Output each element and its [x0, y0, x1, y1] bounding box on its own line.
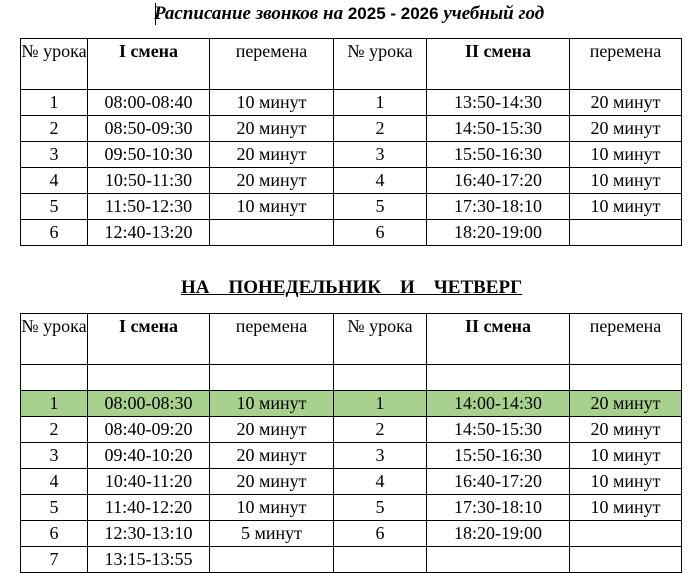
table-cell: 5: [21, 495, 88, 521]
table-cell: 08:00-08:40: [88, 90, 210, 116]
table-cell: 08:00-08:30: [88, 391, 210, 417]
table-cell: 6: [334, 521, 427, 547]
table-cell: 4: [21, 168, 88, 194]
table-cell: 18:20-19:00: [427, 220, 570, 246]
table-row: [21, 365, 682, 391]
schedule-table-monday-thursday: [20, 313, 682, 573]
table-row: [21, 521, 682, 547]
header-row: [21, 39, 682, 90]
table-cell: 12:40-13:20: [88, 220, 210, 246]
table-cell: 1: [334, 391, 427, 417]
page-title: [154, 1, 544, 27]
table-cell: 11:40-12:20: [88, 495, 210, 521]
table-cell: 4: [334, 469, 427, 495]
table-cell: 20 минут: [570, 90, 682, 116]
table-cell: 10 минут: [210, 90, 334, 116]
table-cell: 10:50-11:30: [88, 168, 210, 194]
column-header: перемена: [210, 314, 334, 365]
title-prefix: Расписание звонков на: [154, 3, 348, 24]
table-cell: 10 минут: [570, 194, 682, 220]
table-cell: [210, 365, 334, 391]
table-cell: 10 минут: [570, 142, 682, 168]
table-cell: 7: [21, 547, 88, 573]
table-cell: 20 минут: [570, 391, 682, 417]
table-cell: 5: [334, 194, 427, 220]
column-header: перемена: [570, 314, 682, 365]
table-cell: 5: [21, 194, 88, 220]
table-cell: 20 минут: [210, 469, 334, 495]
table-cell: 20 минут: [570, 116, 682, 142]
table-cell: 1: [21, 90, 88, 116]
table-cell: 20 минут: [210, 168, 334, 194]
table-cell: 6: [21, 521, 88, 547]
table-cell: 15:50-16:30: [427, 142, 570, 168]
table-cell: 14:50-15:30: [427, 116, 570, 142]
table-cell: 3: [21, 142, 88, 168]
table-cell: [334, 365, 427, 391]
table-cell: 3: [334, 142, 427, 168]
table-cell: 2: [21, 417, 88, 443]
table-row: [21, 194, 682, 220]
table-row: [21, 495, 682, 521]
table-cell: [570, 521, 682, 547]
column-header: I смена: [88, 314, 210, 365]
column-header: перемена: [570, 39, 682, 90]
table-row: [21, 547, 682, 573]
table-cell: [427, 365, 570, 391]
table-cell: [210, 220, 334, 246]
schedule-table-regular: [20, 38, 682, 246]
table-cell: 20 минут: [210, 443, 334, 469]
column-header: № урока: [21, 314, 88, 365]
table-cell: 5 минут: [210, 521, 334, 547]
table-cell: [334, 547, 427, 573]
table-row-highlighted: [21, 391, 682, 417]
table-cell: 10:40-11:20: [88, 469, 210, 495]
schedule-table-monday-thursday-body: [21, 314, 682, 573]
table-row: [21, 142, 682, 168]
table-cell: 13:50-14:30: [427, 90, 570, 116]
table-cell: 08:50-09:30: [88, 116, 210, 142]
table-cell: 4: [21, 469, 88, 495]
column-header: № урока: [334, 39, 427, 90]
table-cell: 10 минут: [570, 469, 682, 495]
column-header: II смена: [427, 314, 570, 365]
table-cell: [427, 547, 570, 573]
table-cell: 5: [334, 495, 427, 521]
table-cell: 12:30-13:10: [88, 521, 210, 547]
table-cell: 09:40-10:20: [88, 443, 210, 469]
table-row: [21, 168, 682, 194]
table-cell: 10 минут: [210, 194, 334, 220]
table-cell: 17:30-18:10: [427, 495, 570, 521]
table-cell: 2: [334, 116, 427, 142]
table-cell: 14:00-14:30: [427, 391, 570, 417]
table-cell: 14:50-15:30: [427, 417, 570, 443]
table-cell: 20 минут: [570, 417, 682, 443]
table-cell: 3: [21, 443, 88, 469]
table-cell: 16:40-17:20: [427, 469, 570, 495]
table-cell: 15:50-16:30: [427, 443, 570, 469]
table-cell: 18:20-19:00: [427, 521, 570, 547]
header-row: [21, 314, 682, 365]
table-cell: [88, 365, 210, 391]
table-cell: 10 минут: [570, 495, 682, 521]
table-cell: 10 минут: [570, 443, 682, 469]
section-subtitle: НА ПОНЕДЕЛЬНИК И ЧЕТВЕРГ: [181, 277, 523, 298]
table-cell: 11:50-12:30: [88, 194, 210, 220]
table-row: [21, 90, 682, 116]
table-cell: [21, 365, 88, 391]
column-header: II смена: [427, 39, 570, 90]
table-cell: [570, 547, 682, 573]
table-cell: 10 минут: [210, 495, 334, 521]
table-cell: 09:50-10:30: [88, 142, 210, 168]
table-cell: 20 минут: [210, 417, 334, 443]
table-cell: 13:15-13:55: [88, 547, 210, 573]
schedule-table-regular-body: [21, 39, 682, 246]
table-cell: 2: [334, 417, 427, 443]
column-header: № урока: [21, 39, 88, 90]
table-cell: [570, 365, 682, 391]
table-cell: 6: [21, 220, 88, 246]
title-years: 2025 - 2026: [347, 4, 439, 23]
table-cell: 20 минут: [210, 142, 334, 168]
table-cell: 2: [21, 116, 88, 142]
column-header: № урока: [334, 314, 427, 365]
table-cell: 3: [334, 443, 427, 469]
table-cell: 6: [334, 220, 427, 246]
title-suffix: учебный год: [438, 3, 545, 24]
table-cell: 17:30-18:10: [427, 194, 570, 220]
table-cell: 1: [21, 391, 88, 417]
table-cell: 16:40-17:20: [427, 168, 570, 194]
table-row: [21, 469, 682, 495]
table-cell: 1: [334, 90, 427, 116]
column-header: перемена: [210, 39, 334, 90]
table-row: [21, 220, 682, 246]
table-cell: 4: [334, 168, 427, 194]
table-row: [21, 417, 682, 443]
table-cell: 10 минут: [210, 391, 334, 417]
table-row: [21, 443, 682, 469]
table-cell: 10 минут: [570, 168, 682, 194]
table-cell: 08:40-09:20: [88, 417, 210, 443]
column-header: I смена: [88, 39, 210, 90]
table-cell: 20 минут: [210, 116, 334, 142]
table-cell: [570, 220, 682, 246]
table-row: [21, 116, 682, 142]
table-cell: [210, 547, 334, 573]
